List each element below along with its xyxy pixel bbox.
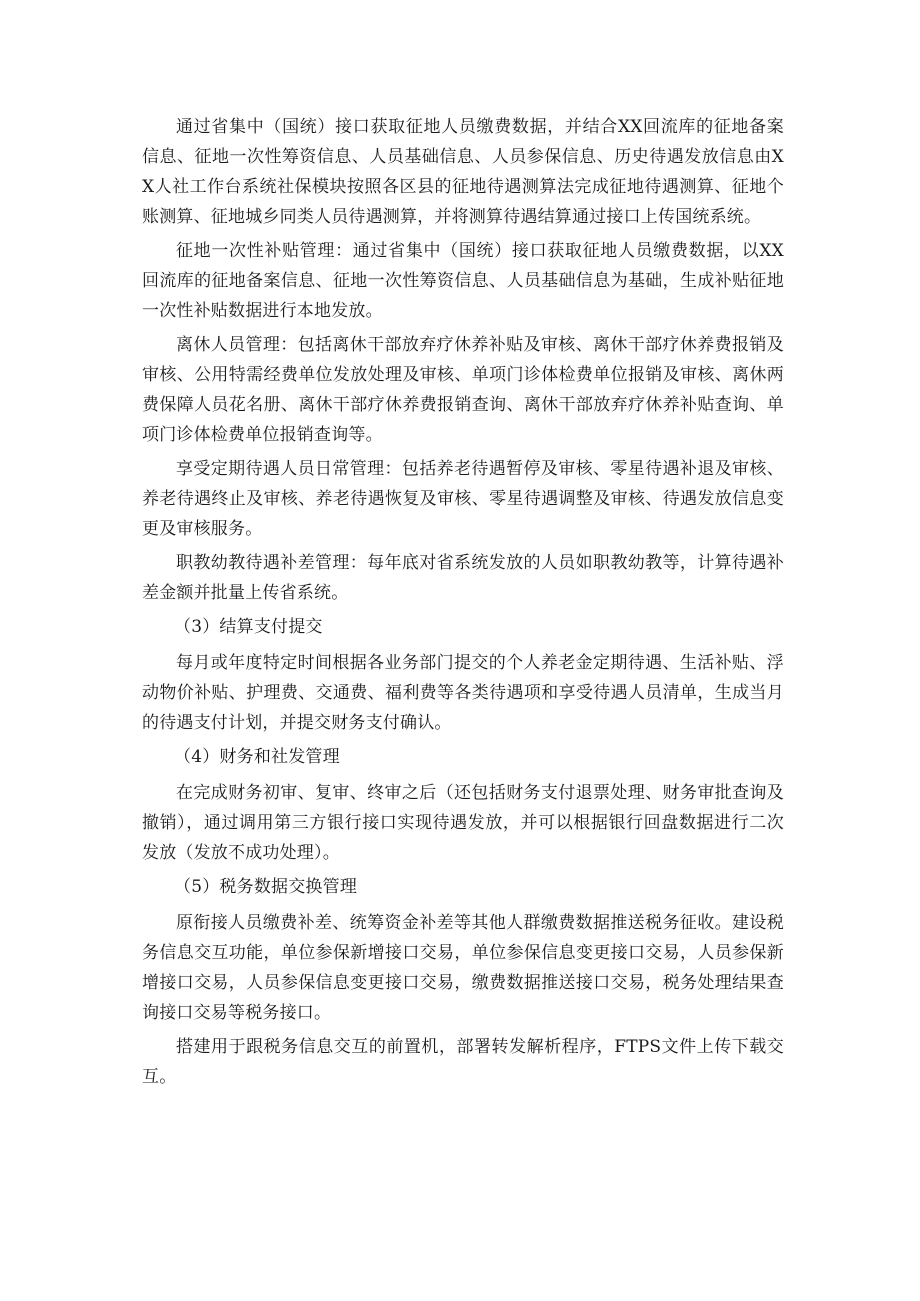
paragraph-land-acquisition-calculation: 通过省集中（国统）接口获取征地人员缴费数据，并结合XX回流库的征地备案信息、征地一次性筹资信息、人员基础信息、人员参保信息、历史待遇发放信息由XX人社工作台系统社保模块按照各区县的征地待遇测算法完成征地待遇测算、征地个账测算、征地城乡同类人员待遇测算，并将测算待遇结算通过接口上传国统系统。 [142,117,784,227]
paragraph-regular-benefit-management: 享受定期待遇人员日常管理：包括养老待遇暂停及审核、零星待遇补退及审核、养老待遇终止及审核、养老待遇恢复及审核、零星待遇调整及审核、待遇发放信息变更及审核服务。 [142,459,784,539]
paragraph-finance-management: 在完成财务初审、复审、终审之后（还包括财务支付退票处理、财务审批查询及撤销），通过调用第三方银行接口实现待遇发放，并可以根据银行回盘数据进行二次发放（发放不成功处理）。 [142,783,784,863]
section-heading-settlement: （3）结算支付提交 [174,617,323,637]
paragraph-retired-personnel: 离休人员管理：包括离休干部放弃疗休养补贴及审核、离休干部疗休养费报销及审核、公用特需经费单位发放处理及审核、单项门诊体检费单位报销及审核、离休两费保障人员花名册、离休干部疗休养费报销查询、离休干部放弃疗休养补贴查询、单项门诊体检费单位报销查询等。 [142,335,784,445]
paragraph-teacher-benefit-adjustment: 职教幼教待遇补差管理：每年底对省系统发放的人员如职教幼教等，计算待遇补差金额并批量上传省系统。 [142,553,784,603]
paragraph-tax-data-exchange: 原衔接人员缴费补差、统筹资金补差等其他人群缴费数据推送税务征收。建设税务信息交互功能，单位参保新增接口交易，单位参保信息变更接口交易，人员参保新增接口交易，人员参保信息变更接口交易，缴费数据推送接口交易，税务处理结果查询接口交易等税务接口。 [142,913,784,1023]
paragraph-one-time-subsidy: 征地一次性补贴管理：通过省集中（国统）接口获取征地人员缴费数据，以XX回流库的征地备案信息、征地一次性筹资信息、人员基础信息为基础，生成补贴征地一次性补贴数据进行本地发放。 [142,241,784,321]
section-heading-finance: （4）财务和社发管理 [174,747,340,767]
paragraph-tax-front-end-server: 搭建用于跟税务信息交互的前置机，部署转发解析程序，FTPS文件上传下载交互。 [142,1037,784,1087]
section-heading-tax-exchange: （5）税务数据交换管理 [174,877,358,897]
document-body [142,112,784,1096]
paragraph-settlement-payment: 每月或年度特定时间根据各业务部门提交的个人养老金定期待遇、生活补贴、浮动物价补贴、护理费、交通费、福利费等各类待遇项和享受待遇人员清单，生成当月的待遇支付计划，并提交财务支付确认。 [142,653,784,733]
